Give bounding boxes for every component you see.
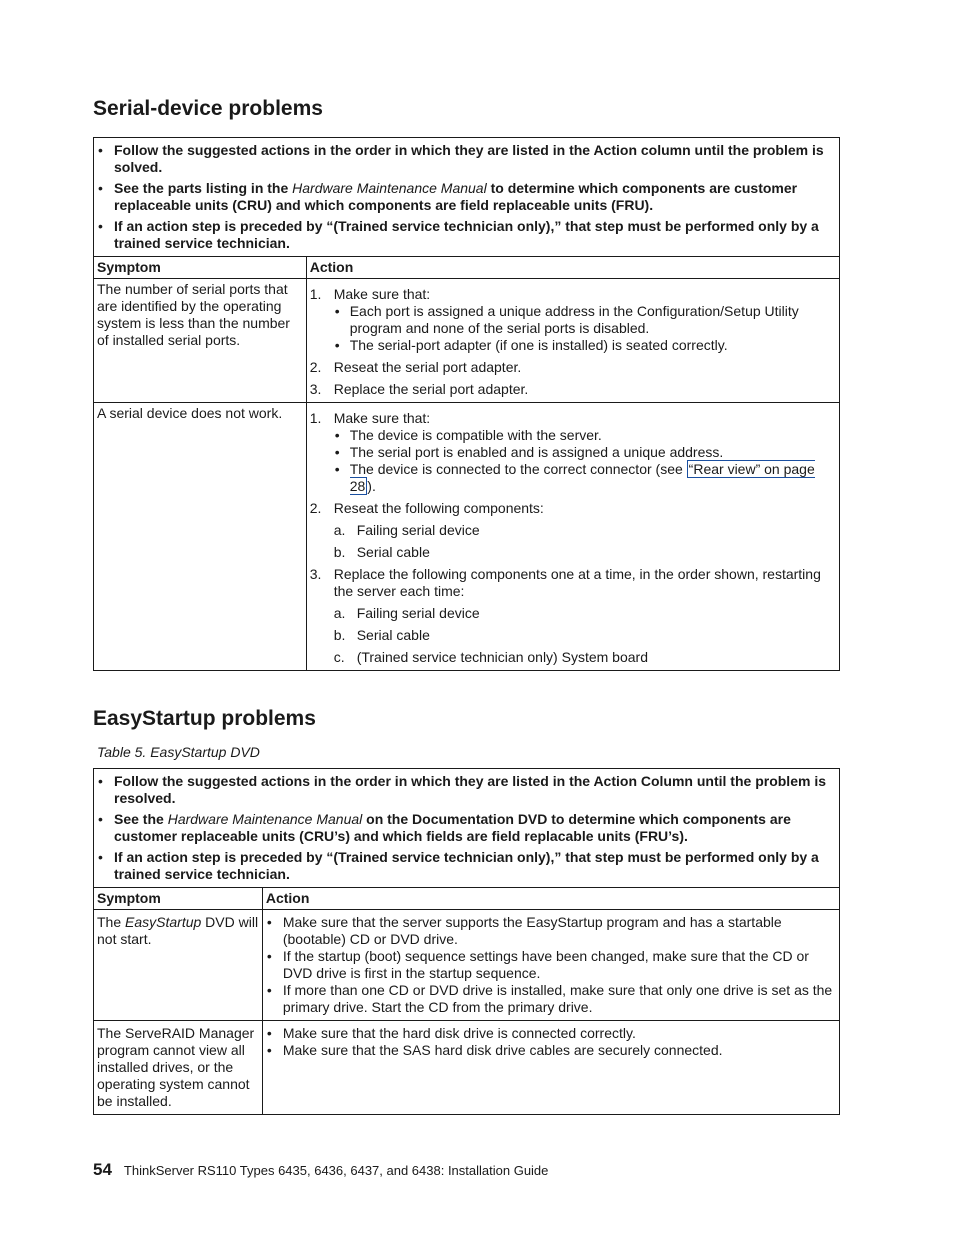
table-row [94, 403, 840, 671]
note-item: • If an action step is preceded by “(Trained service technician only),” that step must be performed only by a trained service technician. [97, 218, 833, 252]
table-notes [94, 138, 840, 257]
rear-view-link[interactable]: “Rear view” on page 28 [349, 461, 815, 494]
page-number: 54 [93, 1160, 112, 1179]
note-item: • See the parts listing in the Hardware Maintenance Manual to determine which components are customer replaceable units (CRU) and which components are field replaceable units (FRU). [97, 180, 833, 214]
column-header-symptom: Symptom [94, 257, 307, 279]
table-caption: Table 5. EasyStartup DVD [97, 744, 260, 760]
symptom-cell: The number of serial ports that are identified by the operating system is less than the number of installed serial ports. [94, 279, 307, 403]
symptom-cell: The ServeRAID Manager program cannot view all installed drives, or the operating system cannot be installed. [94, 1021, 263, 1115]
action-cell: 1. Make sure that: • Each port is assigned a unique address in the Configuration/Setup Utility program and none of the serial ports is disabled. • The serial-port adapter (if one is installed) is seated correctly. 2. Reseat the serial port adapter. 3. Replace the serial port adapter. [306, 279, 839, 403]
symptom-cell: A serial device does not work. [94, 403, 307, 671]
section-heading-easystartup: EasyStartup problems [93, 707, 316, 730]
section-heading-serial: Serial-device problems [93, 97, 323, 120]
serial-problems-table [93, 137, 840, 671]
action-cell: • Make sure that the server supports the EasyStartup program and has a startable (bootable) CD or DVD drive. • If the startup (boot) sequence settings have been changed, make sure that the CD or DVD drive is first in the startup sequence. • If more than one CD or DVD drive is installed, make sure that only one drive is set as the primary drive. Start the CD from the primary drive. [262, 910, 839, 1021]
column-header-action: Action [306, 257, 839, 279]
table-row [94, 910, 840, 1021]
document-title: ThinkServer RS110 Types 6435, 6436, 6437, and 6438: Installation Guide [123, 1163, 549, 1178]
easystartup-problems-table [93, 768, 840, 1115]
note-item: • If an action step is preceded by “(Trained service technician only),” that step must be performed only by a trained service technician. [97, 849, 833, 883]
column-header-action: Action [262, 888, 839, 910]
column-header-symptom: Symptom [94, 888, 263, 910]
note-item: • Follow the suggested actions in the order in which they are listed in the Action column until the problem is solved. [97, 142, 833, 176]
table-row [94, 279, 840, 403]
action-cell: 1. Make sure that: • The device is compatible with the server. • The serial port is enabled and is assigned a unique address. • The device is connected to the correct connector (see “Rear view” on page 28 ). 2. Reseat the following components: a. Failing serial device b. Serial cable 3. Replace the following components one at a time, in the order shown, restarting the server each time: a. Failing serial device b. Serial cable c. (Trained service technician only) System board [306, 403, 839, 671]
note-item: • Follow the suggested actions in the order in which they are listed in the Action Column until the problem is resolved. [97, 773, 833, 807]
note-item: • See the Hardware Maintenance Manual on the Documentation DVD to determine which components are customer replaceable units (CRU’s) and which fields are field replacable units (FRU’s). [97, 811, 833, 845]
symptom-cell: The EasyStartup DVD will not start. [94, 910, 263, 1021]
page-footer [93, 1160, 548, 1180]
table-row [94, 1021, 840, 1115]
action-cell: • Make sure that the hard disk drive is connected correctly. • Make sure that the SAS hard disk drive cables are securely connected. [262, 1021, 839, 1115]
table-notes [94, 769, 840, 888]
